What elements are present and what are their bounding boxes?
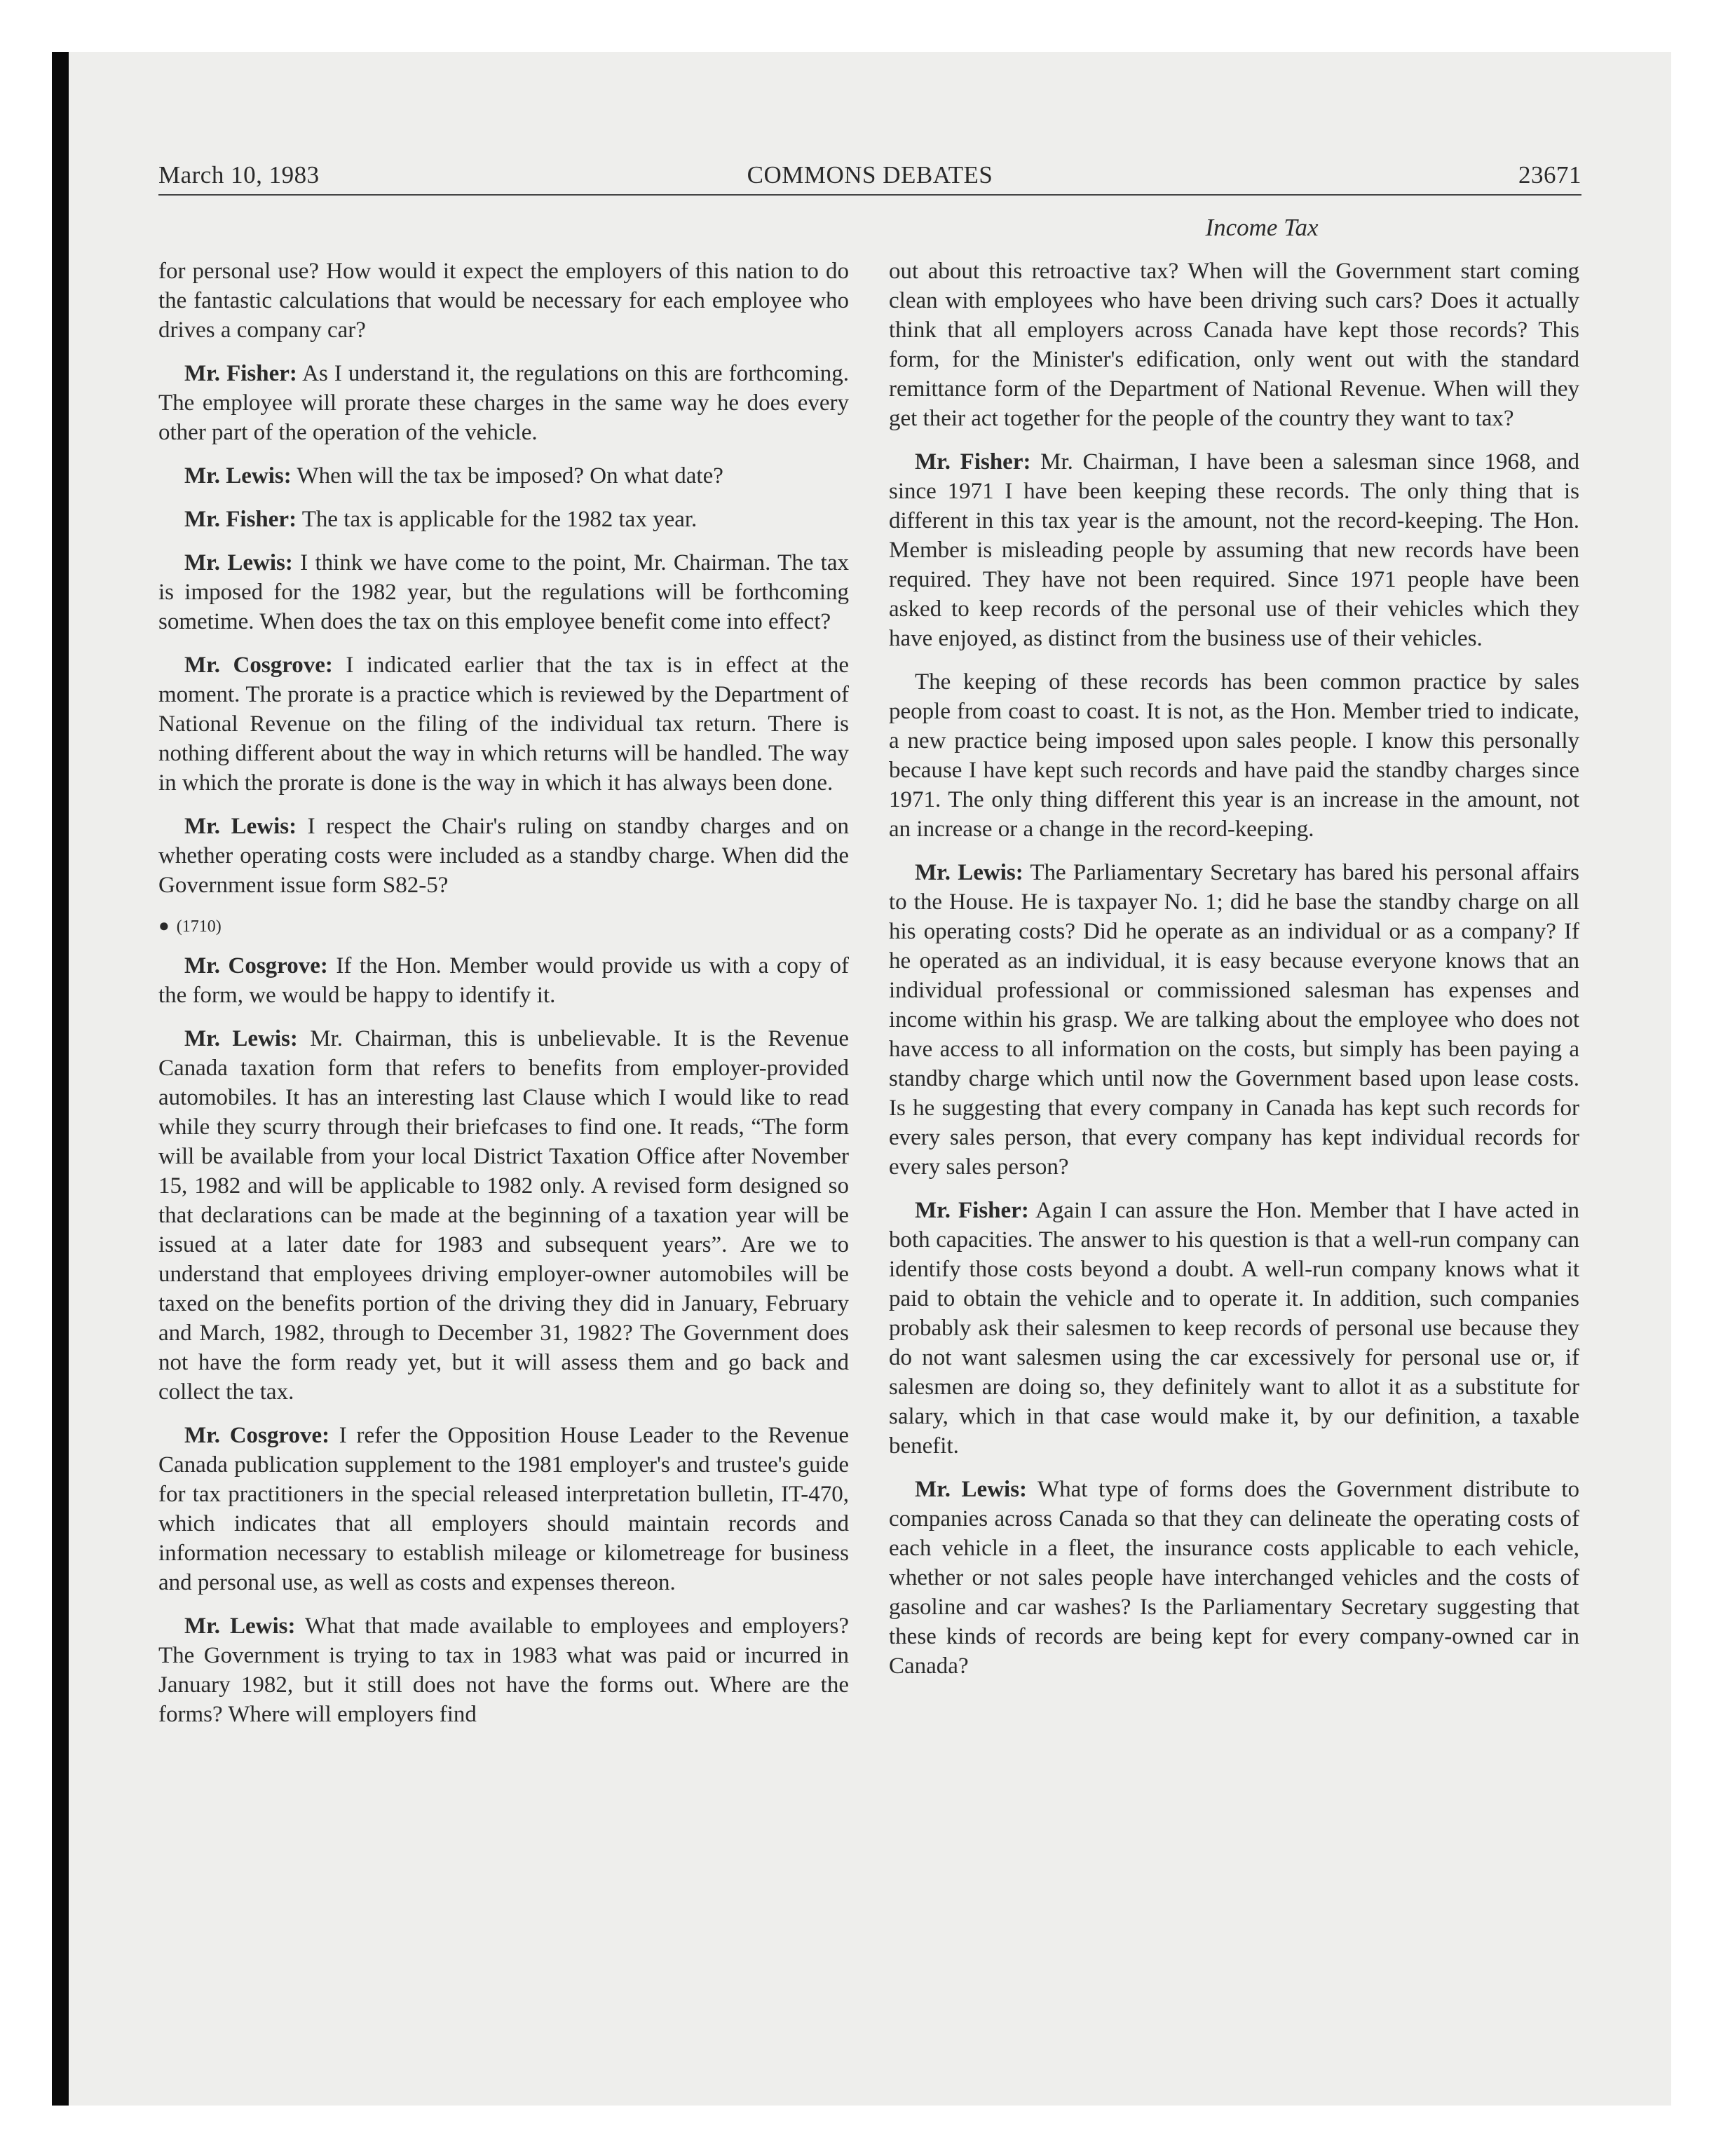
speech-text: When will the tax be imposed? On what date? [297, 463, 723, 489]
speaker-name: Mr. Fisher: [184, 361, 297, 386]
speaker-name: Mr. Cosgrove: [184, 1423, 330, 1448]
speech-text: I refer the Opposition House Leader to the Revenue Canada publication supplement to the 1981 employer's and trustee's guide for tax practitioners in the special released interpretation bulletin, IT-470, which indicates that all employers should maintain records and information necessary to establish mileage or kilometreage for business and personal use, as well as costs and expenses thereon. [158, 1423, 849, 1595]
paragraph: for personal use? How would it expect the employers of this nation to do the fantastic calculations that would be necessary for each employee who drives a company car? [158, 259, 849, 343]
speech-text: I respect the Chair's ruling on standby charges and on whether operating costs were included as a standby charge. When did the Government issue form S82-5? [158, 814, 850, 898]
speaker-name: Mr. Fisher: [915, 1198, 1029, 1223]
speaker-name: Mr. Lewis: [915, 860, 1023, 885]
speaker-name: Mr. Fisher: [184, 507, 297, 532]
speech [158, 548, 849, 636]
page-header [158, 160, 1581, 195]
speech-text: Mr. Chairman, I have been a salesman since 1968, and since 1971 I have been keeping these records. The only thing that is different in this tax year is the amount, not the record-keeping. The Hon. Member is misleading people by assuming that new records have been required. They have not been required. Since 1971 people have been asked to keep records of the personal use of their vehicles which they have enjoyed, as distinct from the business use of their vehicles. [889, 449, 1579, 651]
time-stamp [158, 915, 849, 937]
speech-text: Again I can assure the Hon. Member that I have acted in both capacities. The answer to his question is that a well-run company can identify those costs beyond a doubt. A well-run company knows what it paid to obtain the vehicle and to operate it. In addition, such companies probably ask their salesmen to keep records of personal use because they do not want salesmen using the car excessively for personal use or, if salesmen are doing so, they definitely want to allot it as a substitute for salary, which in that case would make it, by our definition, a taxable benefit. [889, 1198, 1579, 1459]
speaker-name: Mr. Lewis: [915, 1477, 1028, 1502]
speaker-name: Mr. Cosgrove: [184, 653, 333, 678]
header-rule [158, 194, 1581, 196]
speech [158, 359, 849, 447]
paragraph: The keeping of these records has been common practice by sales people from coast to coast. It is not, as the Hon. Member tried to indicate, a new practice being imposed upon sales people. I know this personally because I have kept such records and have paid the standby charges since 1971. The only thing different this year is an increase in the amount, not an increase or a change in the record-keeping. [889, 669, 1579, 842]
speech [158, 1611, 849, 1729]
speech-text: If the Hon. Member would provide us with a copy of the form, we would be happy to identify it. [158, 953, 849, 1008]
header-page-number: 23671 [1518, 161, 1581, 189]
speech [158, 1421, 849, 1597]
speech-text: What that made available to employees and employers? The Government is trying to tax in 1983 what was paid or incurred in January 1982, but it still does not have the forms out. Where are the forms? Where will employers find [158, 1613, 850, 1727]
binding-edge [52, 52, 69, 2106]
speaker-name: Mr. Lewis: [184, 463, 292, 489]
speech [889, 1196, 1579, 1461]
speech-text: The Parliamentary Secretary has bared his personal affairs to the House. He is taxpayer No. 1; did he base the standby charge on all his operating costs? Did he operate as an individual or as a company? If he operated as an individual, it is easy because everyone knows that an individual professional or commissioned salesman has expenses and income within his grasp. We are talking about the employee who does not have access to all information on the costs, but simply has been paying a standby charge which until now the Government based upon lease costs. Is he suggesting that every company in Canada has kept such records for every sales person, that every company has kept individual records for every sales person? [889, 860, 1579, 1180]
header-publication: COMMONS DEBATES [747, 161, 993, 189]
speech [158, 1024, 849, 1407]
speech-text: I indicated earlier that the tax is in effect at the moment. The prorate is a practice which is reviewed by the Department of National Revenue on the filing of the individual tax return. There is nothing different about the way in which returns will be handled. The way in which the prorate is done is the way in which it has always been done. [158, 653, 849, 796]
time-stamp-text: (1710) [176, 917, 222, 936]
bullet-icon: ● [158, 915, 170, 936]
speech-text: What type of forms does the Government distribute to companies across Canada so that they can delineate the operating costs of each vehicle in a fleet, the insurance costs applicable to each vehicle, whether or not sales people have interchanged vehicles and the costs of gasoline and car washes? Is the Parliamentary Secretary suggesting that these kinds of records are being kept for every company-owned car in Canada? [889, 1477, 1579, 1679]
speech-text: As I understand it, the regulations on this are forthcoming. The employee will prorate these charges in the same way he does every other part of the operation of the vehicle. [158, 361, 849, 445]
section-title: Income Tax [1205, 214, 1319, 241]
speaker-name: Mr. Lewis: [184, 550, 293, 575]
speaker-name: Mr. Lewis: [184, 1026, 298, 1051]
right-column [889, 257, 1579, 1681]
speech-text: I think we have come to the point, Mr. Chairman. The tax is imposed for the 1982 year, but the regulations will be forthcoming sometime. When does the tax on this employee benefit come into effect? [158, 550, 849, 634]
speech [158, 650, 849, 798]
speech [158, 505, 849, 534]
paragraph: out about this retroactive tax? When will the Government start coming clean with employees who have been driving such cars? Does it actually think that all employers across Canada have kept those records? This form, for the Minister's edification, only went out with the standard remittance form of the Department of National Revenue. When will they get their act together for the people of the country they want to tax? [889, 259, 1579, 431]
header-date: March 10, 1983 [158, 161, 320, 189]
speech-text: The tax is applicable for the 1982 tax year. [301, 507, 698, 532]
speaker-name: Mr. Lewis: [184, 1613, 296, 1639]
speech [158, 461, 849, 491]
speaker-name: Mr. Cosgrove: [184, 953, 328, 978]
speech-text: Mr. Chairman, this is unbelievable. It is the Revenue Canada taxation form that refers to benefits from employer-provided automobiles. It has an interesting last Clause which I would like to read while they scurry through their briefcases to find one. It reads, “The form will be available from your local District Taxation Office after November 15, 1982 and will be applicable to 1982 only. A revised form designed so that declarations can be made at the beginning of a taxation year will be issued at a later date for 1983 and subsequent years”. Are we to understand that employees driving employer-owner automobiles will be taxed on the benefits portion of the driving they did in January, February and March, 1982, through to December 31, 1982? The Government does not have the form ready yet, but it will assess them and go back and collect the tax. [158, 1026, 849, 1405]
speech [889, 858, 1579, 1182]
speaker-name: Mr. Lewis: [184, 814, 297, 839]
left-column [158, 257, 849, 1729]
speech [889, 447, 1579, 653]
speech [889, 1475, 1579, 1681]
speech [158, 812, 849, 900]
speech [158, 951, 849, 1010]
speaker-name: Mr. Fisher: [915, 449, 1031, 475]
